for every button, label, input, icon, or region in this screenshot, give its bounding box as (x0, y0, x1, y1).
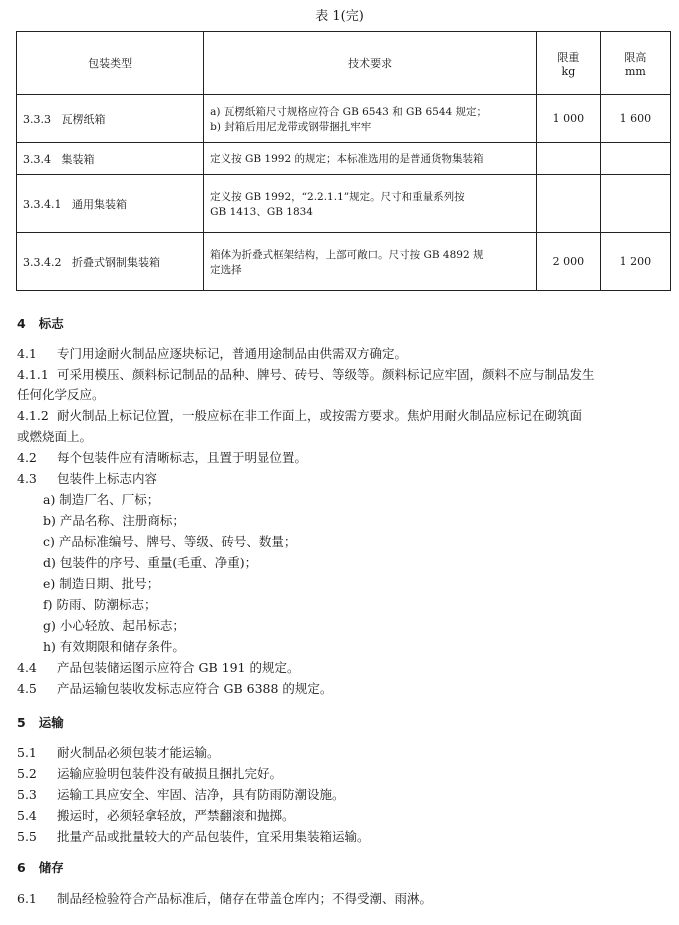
row-weight: 2 000 (537, 233, 601, 291)
list-item: a) 制造厂名、厂标； (43, 492, 160, 507)
list-item: c) 产品标准编号、牌号、等级、砖号、数量； (43, 534, 297, 549)
row-height (600, 175, 670, 233)
section-heading: 4 标志 (17, 316, 64, 331)
clause-4-3: 4.3 包装件上标志内容 (17, 471, 158, 486)
clause-4-1-2-cont: 或燃烧面上。 (17, 429, 93, 444)
clause-5-2: 5.2 运输应验明包装件没有破损且捆扎完好。 (17, 766, 283, 781)
clause-5-3: 5.3 运输工具应安全、牢固、洁净，具有防雨防潮设施。 (17, 787, 345, 802)
header-technical-requirements: 技术要求 (204, 32, 537, 95)
row-height: 1 600 (600, 95, 670, 143)
table-row (17, 95, 671, 143)
row-type: 3.3.4 集装箱 (17, 143, 204, 175)
clause-5-5: 5.5 批量产品或批量较大的产品包装件，宜采用集装箱运输。 (17, 829, 370, 844)
clause-4-1-1: 4.1.1 可采用模压、颜料标记制品的品种、牌号、砖号、等级等。颜料标记应牢固，颜料不应与制品发生 (17, 367, 595, 382)
list-item: h) 有效期限和储存条件。 (43, 639, 185, 654)
table-row (17, 175, 671, 233)
clause-4-1: 4.1 专门用途耐火制品应逐块标记，普通用途制品由供需双方确定。 (17, 346, 408, 361)
packaging-spec-table (16, 31, 671, 291)
list-item: g) 小心轻放、起吊标志； (43, 618, 185, 633)
clause-4-5: 4.5 产品运输包装收发标志应符合 GB 6388 的规定。 (17, 681, 333, 696)
clause-4-2: 4.2 每个包装件应有清晰标志，且置于明显位置。 (17, 450, 308, 465)
section-heading: 6 储存 (17, 860, 64, 875)
row-weight (537, 143, 601, 175)
table-caption: 表 1(完) (315, 9, 364, 24)
clause-4-4: 4.4 产品包装储运图示应符合 GB 191 的规定。 (17, 660, 300, 675)
table-row (17, 233, 671, 291)
list-item: d) 包装件的序号、重量(毛重、净重)； (43, 555, 258, 570)
list-item: b) 产品名称、注册商标； (43, 513, 185, 528)
row-type: 3.3.4.1 通用集装箱 (17, 175, 204, 233)
row-height: 1 200 (600, 233, 670, 291)
header-weight-limit: 限重 kg (537, 32, 601, 95)
header-package-type: 包装类型 (17, 32, 204, 95)
list-item: e) 制造日期、批号； (43, 576, 160, 591)
row-requirement: 箱体为折叠式框架结构，上部可敞口。尺寸按 GB 4892 规 定选择 (204, 233, 537, 291)
row-type: 3.3.4.2 折叠式钢制集装箱 (17, 233, 204, 291)
header-height-limit: 限高 mm (600, 32, 670, 95)
row-requirement: 定义按 GB 1992 的规定；本标准选用的是普通货物集装箱 (204, 143, 537, 175)
row-weight (537, 175, 601, 233)
list-item: f) 防雨、防潮标志； (43, 597, 157, 612)
row-requirement: a) 瓦楞纸箱尺寸规格应符合 GB 6543 和 GB 6544 规定； b) 封箱后用尼龙带或钢带捆扎牢牢 (204, 95, 537, 143)
section-heading: 5 运输 (17, 715, 64, 730)
clause-4-1-1-cont: 任何化学反应。 (17, 387, 105, 402)
clause-5-4: 5.4 搬运时，必须轻拿轻放，严禁翻滚和抛掷。 (17, 808, 295, 823)
clause-4-1-2: 4.1.2 耐火制品上标记位置，一般应标在非工作面上，或按需方要求。焦炉用耐火制品应标记在砌筑面 (17, 408, 583, 423)
row-height (600, 143, 670, 175)
table-header-row (17, 32, 671, 95)
clause-6-1: 6.1 制品经检验符合产品标准后，储存在带盖仓库内；不得受潮、雨淋。 (17, 891, 433, 906)
row-weight: 1 000 (537, 95, 601, 143)
row-type: 3.3.3 瓦楞纸箱 (17, 95, 204, 143)
row-requirement: 定义按 GB 1992，“2.2.1.1”规定。尺寸和重量系列按 GB 1413、GB 1834 (204, 175, 537, 233)
table-row (17, 143, 671, 175)
clause-5-1: 5.1 耐火制品必须包装才能运输。 (17, 745, 220, 760)
